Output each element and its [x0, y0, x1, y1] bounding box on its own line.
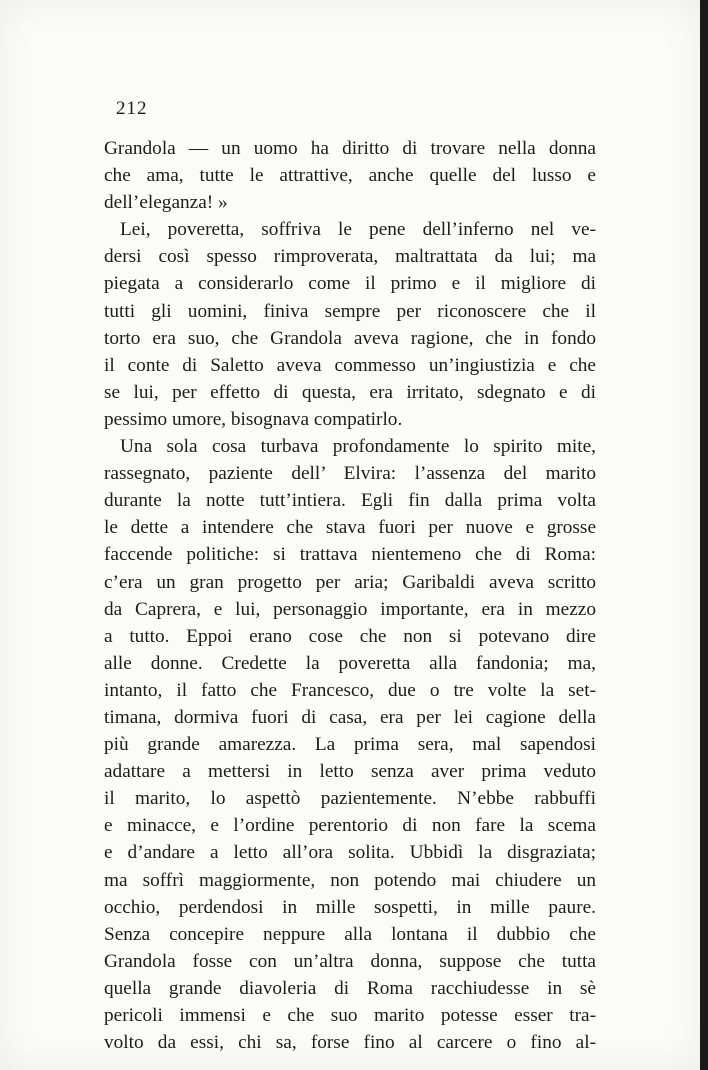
text-line: Grandola — un uomo ha diritto di trovare nella donna — [104, 138, 596, 159]
text-line: alle donne. Credette la poveretta alla fandonia; ma, — [104, 652, 596, 674]
text-line: dell’eleganza! » — [104, 192, 228, 214]
text-line: timana, dormiva fuori di casa, era per lei cagione della — [104, 706, 596, 728]
text-line: occhio, perdendosi in mille sospetti, in mille paure. — [104, 896, 596, 918]
text-line: più grande amarezza. La prima sera, mal sapendosi — [104, 734, 596, 756]
text-line: le dette a intendere che stava fuori per nuove e grosse — [104, 517, 596, 539]
text-line: piegata a considerarlo come il primo e il migliore di — [104, 273, 596, 295]
text-line: quella grande diavoleria di Roma racchiudesse in sè — [104, 977, 596, 999]
text-line: dersi così spesso rimproverata, maltrattata da lui; ma — [104, 246, 596, 268]
text-line: intanto, il fatto che Francesco, due o tre volte la set- — [104, 679, 596, 701]
page-edge — [700, 0, 708, 1070]
text-line: e minacce, e l’ordine perentorio di non fare la scema — [104, 815, 596, 837]
text-line: ma soffrì maggiormente, non potendo mai chiudere un — [104, 869, 596, 891]
text-line: Una sola cosa turbava profondamente lo spirito mite, — [120, 436, 596, 458]
text-line: da Caprera, e lui, personaggio importante, era in mezzo — [104, 598, 596, 620]
text-line: e d’andare a letto all’ora solita. Ubbidì la disgraziata; — [104, 842, 596, 864]
text-line: Senza concepire neppure alla lontana il dubbio che — [104, 923, 596, 945]
text-line: a tutto. Eppoi erano cose che non si potevano dire — [104, 625, 596, 647]
text-line: pessimo umore, bisognava compatirlo. — [104, 408, 403, 430]
text-line: tutti gli uomini, finiva sempre per riconoscere che il — [104, 300, 596, 322]
text-line: volto da essi, chi sa, forse fino al carcere o fino al- — [104, 1032, 596, 1054]
text-line: c’era un gran progetto per aria; Garibaldi aveva scritto — [104, 571, 596, 593]
text-line: che ama, tutte le attrattive, anche quelle del lusso e — [104, 165, 596, 187]
text-line: il conte di Saletto aveva commesso un’ingiustizia e che — [104, 354, 596, 376]
text-line: Lei, poveretta, soffriva le pene dell’inferno nel ve- — [120, 219, 596, 241]
text-line: adattare a mettersi in letto senza aver prima veduto — [104, 761, 596, 783]
text-line: se lui, per effetto di questa, era irritato, sdegnato e di — [104, 381, 596, 403]
text-line: Grandola fosse con un’altra donna, suppose che tutta — [104, 950, 596, 972]
text-line: durante la notte tutt’intiera. Egli fin dalla prima volta — [104, 490, 596, 512]
page-number: 212 — [116, 98, 148, 119]
text-line: faccende politiche: si trattava nientemeno che di Roma: — [104, 544, 596, 566]
text-line: pericoli immensi e che suo marito potesse esser tra- — [104, 1005, 596, 1026]
body-text — [104, 135, 596, 1056]
text-line: torto era suo, che Grandola aveva ragione, che in fondo — [104, 327, 596, 349]
text-line: il marito, lo aspettò pazientemente. N’ebbe rabbuffi — [104, 788, 596, 810]
text-line: rassegnato, paziente dell’ Elvira: l’assenza del marito — [104, 463, 596, 485]
